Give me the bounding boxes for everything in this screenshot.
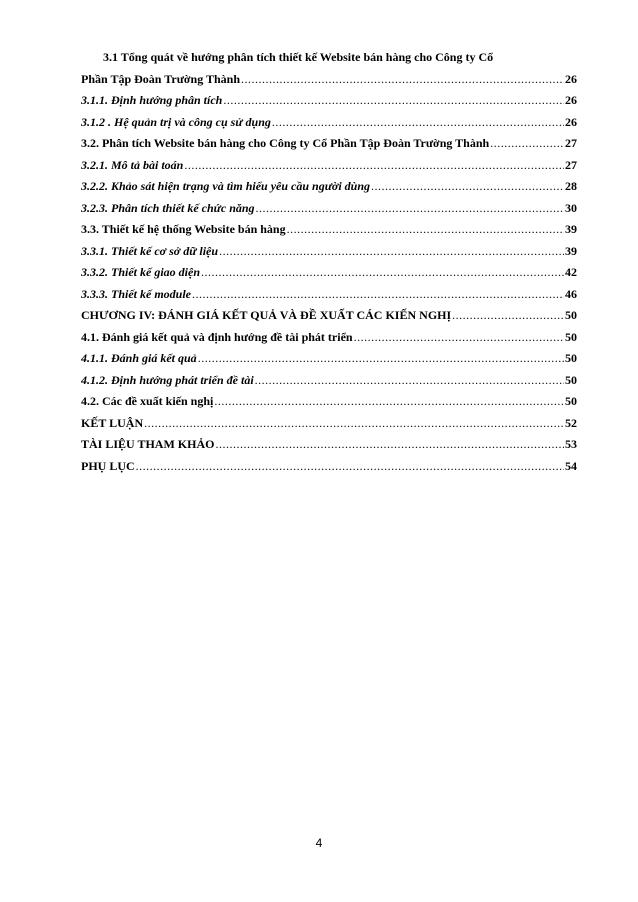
toc-entry[interactable] [81,262,577,284]
dot-leader [214,391,564,413]
toc-entry-label: 3.2.2. Khảo sát hiện trạng và tìm hiểu yêu cầu người dùng [81,179,371,193]
toc-entry-label: CHƯƠNG IV: ĐÁNH GIÁ KẾT QUẢ VÀ ĐỀ XUẤT CÁC KIẾN NGHỊ [81,308,452,322]
toc-entry-page: 39 [565,222,577,236]
toc-entry[interactable] [81,90,577,112]
toc-entry-label: 3.3.3. Thiết kế module [81,286,191,301]
toc-entry-page: 27 [565,136,577,150]
toc-entry[interactable] [81,305,577,327]
toc-entry-label: 3.1.1. Định hướng phân tích [81,93,223,107]
toc-entry-page: 50 [565,351,577,365]
dot-leader [272,112,564,134]
toc-entry-page: 26 [565,93,577,107]
dot-leader [354,327,564,349]
toc-entry-page: 50 [565,329,577,344]
toc-entry-page: 50 [565,372,577,387]
dot-leader [287,219,564,241]
toc-entry[interactable] [81,198,577,220]
toc-entry-page: 39 [565,243,577,258]
toc-entry[interactable] [81,241,577,263]
toc-entry-page: 52 [565,415,577,430]
dot-leader [255,370,564,392]
toc-entry[interactable] [81,370,577,392]
toc-entry-label: 4.2. Các đề xuất kiến nghị [81,394,214,408]
toc-entry-page: 50 [565,394,577,408]
toc-entry[interactable] [81,176,577,198]
toc-entry-page: 54 [565,458,577,473]
toc-entry[interactable] [81,348,577,370]
dot-leader [215,434,564,456]
toc-entry-label: 3.2.3. Phân tích thiết kế chức năng [81,200,255,215]
toc-entry[interactable] [81,133,577,155]
toc-entry-label: 4.1. Đánh giá kết quả và định hướng đề tài phát triển [81,329,353,344]
toc-entry-label: 4.1.1. Đánh giá kết quả [81,351,197,365]
toc-entry-label: 3.3.2. Thiết kế giao diện [81,265,200,279]
dot-leader [184,155,564,177]
toc-entry-label-line1: 3.1 Tổng quát về hướng phân tích thiết kế Website bán hàng cho Công ty Cổ [103,50,494,64]
toc-entry[interactable] [81,327,577,349]
toc-entry-page: 27 [565,157,577,172]
toc-entry[interactable] [81,284,577,306]
dot-leader [241,69,564,91]
toc-entry[interactable] [81,413,577,435]
toc-entry[interactable] [81,155,577,177]
toc-entry[interactable] [81,219,577,241]
toc-entry-page: 26 [565,114,577,129]
toc-entry[interactable] [81,434,577,456]
toc-entry-label: TÀI LIỆU THAM KHẢO [81,437,215,451]
toc-entry-page: 28 [565,179,577,193]
table-of-contents [81,47,577,477]
toc-entry-page: 30 [565,200,577,215]
toc-entry-label: 3.2. Phân tích Website bán hàng cho Công ty Cổ Phần Tập Đoàn Trường Thành [81,136,490,150]
dot-leader [219,241,564,263]
toc-entry[interactable] [81,112,577,134]
toc-entry-label: 3.3. Thiết kế hệ thống Website bán hàng [81,222,286,236]
page-number: 4 [315,836,323,850]
toc-entry-page: 46 [565,286,577,301]
toc-entry-3-1[interactable] [81,47,577,90]
dot-leader [490,133,564,155]
dot-leader [223,90,564,112]
toc-entry-label: 4.1.2. Định hướng phát triển đề tài [81,372,254,387]
toc-entry-page: 26 [565,71,577,86]
toc-entry-label-line2: Phần Tập Đoàn Trường Thành [81,71,241,86]
toc-entry-label: 3.2.1. Mô tả bài toán [81,157,184,172]
dot-leader [198,348,564,370]
dot-leader [144,413,564,435]
dot-leader [452,305,564,327]
toc-entry-label: PHỤ LỤC [81,458,135,473]
dot-leader [371,176,564,198]
toc-entry[interactable] [81,391,577,413]
dot-leader [201,262,564,284]
toc-entry-page: 53 [565,437,577,451]
toc-entry[interactable] [81,456,577,478]
toc-entry-label: 3.1.2 . Hệ quản trị và công cụ sử dụng [81,114,271,129]
toc-entry-page: 42 [565,265,577,279]
toc-entry-page: 50 [565,308,577,322]
toc-entry-label: 3.3.1. Thiết kế cơ sở dữ liệu [81,243,219,258]
dot-leader [256,198,564,220]
dot-leader [136,456,564,478]
dot-leader [192,284,564,306]
toc-entry-label: KẾT LUẬN [81,415,144,430]
